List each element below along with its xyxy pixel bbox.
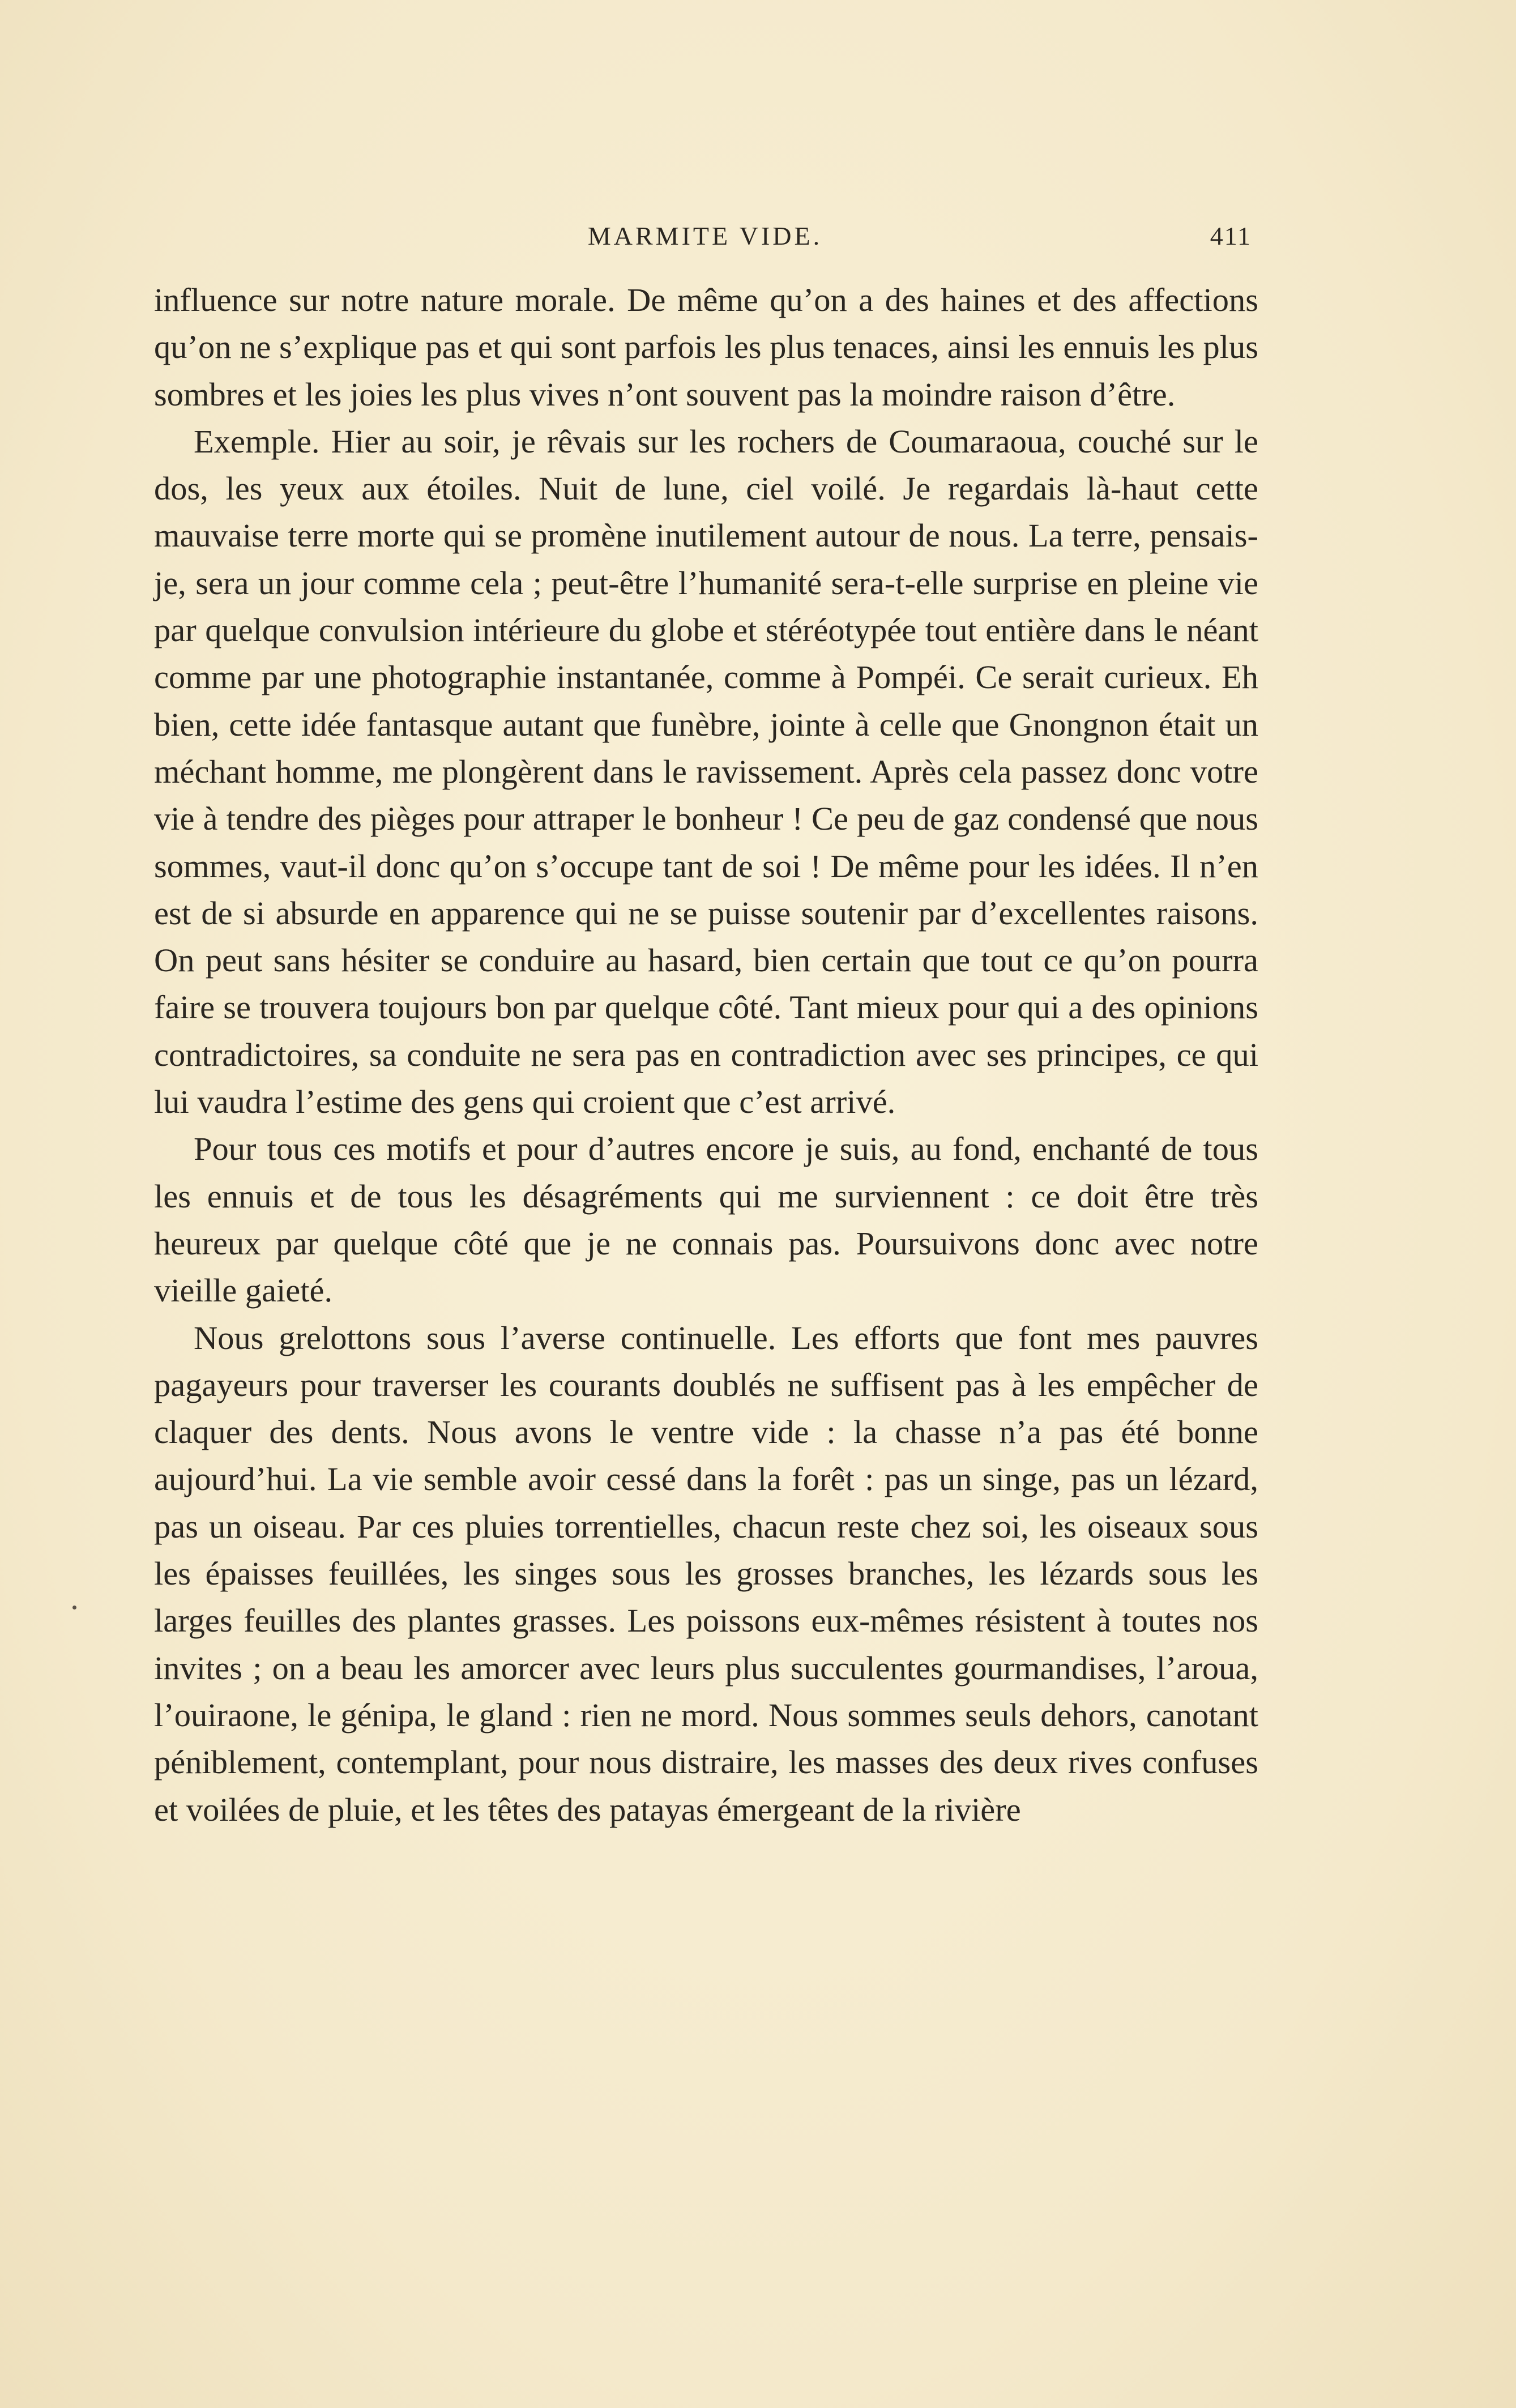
paragraph-averse: Nous grelottons sous l’averse continuelle. Les efforts que font mes pauvres pagayeurs pour traverser les courants doublés ne suffisent pas à les empêcher de claquer des dents. Nous avons le ventre vide : la chasse n’a pas été bonne aujourd’hui. La vie semble avoir cessé dans la forêt : pas un singe, pas un lézard, pas un oiseau. Par ces pluies torrentielles, chacun reste chez soi, les oiseaux sous les épaisses feuillées, les singes sous les grosses branches, les lézards sous les larges feuilles des plantes grasses. Les poissons eux-mêmes résistent à toutes nos invites ; on a beau les amorcer avec leurs plus succulentes gourmandises, l’aroua, l’ouiraone, le génipa, le gland : rien ne mord. Nous sommes seuls dehors, canotant péniblement, contemplant, pour nous distraire, les masses des deux rives confuses et voilées de pluie, et les têtes des patayas émergeant de la rivière	[154, 1319, 1258, 1828]
running-title: MARMITE VIDE.	[587, 221, 823, 250]
running-head	[159, 221, 1252, 261]
paragraph-continued: influence sur notre nature morale. De même qu’on a des haines et des affections qu’on ne s’explique pas et qui sont parfois les plus tenaces, ainsi les ennuis les plus sombres et les joies les plus vives n’ont souvent pas la moindre raison d’être.	[154, 281, 1258, 413]
body-text	[154, 276, 1258, 1833]
paragraph-motifs: Pour tous ces motifs et pour d’autres encore je suis, au fond, enchanté de tous les ennuis et de tous les désagréments qui me surviennent : ce doit être très heureux par quelque côté que je ne connais pas. Poursuivons donc avec notre vieille gaieté.	[154, 1130, 1258, 1309]
paragraph-exemple: Exemple. Hier au soir, je rêvais sur les rochers de Coumaraoua, couché sur le dos, les yeux aux étoiles. Nuit de lune, ciel voilé. Je regardais là-haut cette mauvaise terre morte qui se promène inutilement autour de nous. La terre, pensais-je, sera un jour comme cela ; peut-être l’humanité sera-t-elle surprise en pleine vie par quelque convulsion intérieure du globe et stéréotypée tout entière dans le néant comme par une photographie instantanée, comme à Pompéi. Ce serait curieux. Eh bien, cette idée fantasque autant que funèbre, jointe à celle que Gnongnon était un méchant homme, me plongèrent dans le ravissement. Après cela passez donc votre vie à tendre des pièges pour attraper le bonheur ! Ce peu de gaz condensé que nous sommes, vaut-il donc qu’on s’occupe tant de soi ! De même pour les idées. Il n’en est de si absurde en apparence qui ne se puisse soutenir par d’excellentes raisons. On peut sans hésiter se conduire au hasard, bien certain que tout ce qu’on pourra faire se trouvera toujours bon par quelque côté. Tant mieux pour qui a des opinions contradictoires, sa conduite ne sera pas en contradiction avec ses principes, ce qui lui vaudra l’estime des gens qui croient que c’est arrivé.	[154, 422, 1258, 1121]
page-number: 411	[1210, 221, 1252, 250]
ink-speck	[72, 1606, 76, 1609]
